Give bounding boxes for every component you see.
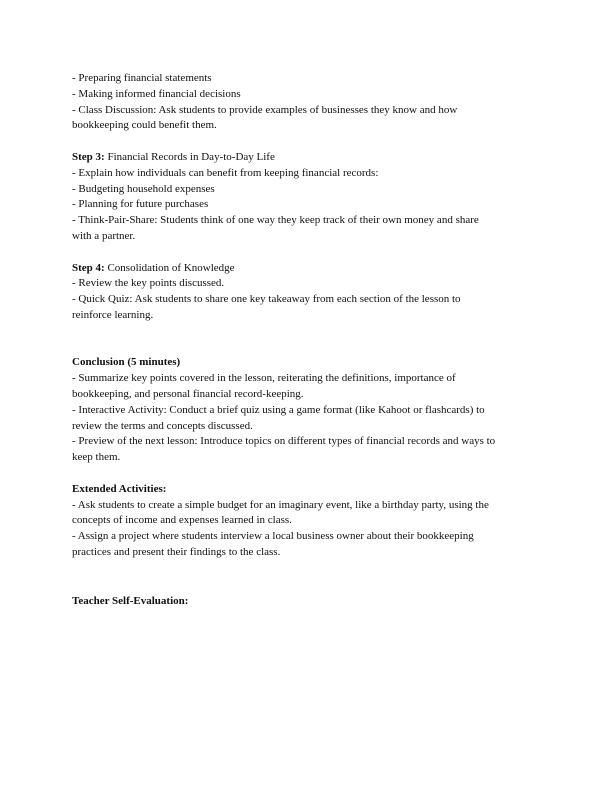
step-4-section <box>72 261 540 324</box>
list-item: - Interactive Activity: Conduct a brief quiz using a game format (like Kahoot or flashcards) to <box>72 403 485 416</box>
self-evaluation-section <box>72 594 540 610</box>
step-4-title: Consolidation of Knowledge <box>104 261 235 274</box>
list-item: - Budgeting household expenses <box>72 182 215 195</box>
conclusion-heading: Conclusion (5 minutes) <box>72 356 181 369</box>
list-item: - Assign a project where students interview a local business owner about their bookkeeping <box>72 530 474 543</box>
list-item-continuation: with a partner. <box>72 229 136 242</box>
step-3-section <box>72 150 540 245</box>
extended-activities-heading: Extended Activities: <box>72 482 167 495</box>
list-item-continuation: practices and present their findings to the class. <box>72 545 281 558</box>
step-4-label: Step 4: <box>72 261 105 274</box>
list-item: - Making informed financial decisions <box>72 87 241 100</box>
step-3-label: Step 3: <box>72 150 105 163</box>
self-evaluation-heading: Teacher Self-Evaluation: <box>72 594 189 607</box>
list-item: - Class Discussion: Ask students to provide examples of businesses they know and how <box>72 103 458 116</box>
list-item-continuation: keep them. <box>72 451 121 464</box>
intro-list <box>72 71 540 134</box>
list-item-continuation: reinforce learning. <box>72 308 154 321</box>
list-item: - Preview of the next lesson: Introduce topics on different types of financial records and ways to <box>72 435 496 448</box>
list-item: - Planning for future purchases <box>72 198 209 211</box>
step-3-heading <box>72 150 540 166</box>
list-item-continuation: bookkeeping could benefit them. <box>72 119 217 132</box>
document-page <box>72 71 540 610</box>
list-item-continuation: review the terms and concepts discussed. <box>72 419 253 432</box>
list-item: - Summarize key points covered in the lesson, reiterating the definitions, importance of <box>72 372 456 385</box>
list-item-continuation: concepts of income and expenses learned in class. <box>72 514 292 527</box>
extended-activities-section <box>72 482 540 561</box>
list-item: - Think-Pair-Share: Students think of one way they keep track of their own money and share <box>72 214 479 227</box>
list-item: - Quick Quiz: Ask students to share one key takeaway from each section of the lesson to <box>72 293 461 306</box>
step-4-heading <box>72 261 540 277</box>
list-item: - Review the key points discussed. <box>72 277 225 290</box>
step-3-title: Financial Records in Day-to-Day Life <box>104 150 275 163</box>
list-item: - Explain how individuals can benefit from keeping financial records: <box>72 166 379 179</box>
conclusion-section <box>72 355 540 466</box>
list-item: - Ask students to create a simple budget for an imaginary event, like a birthday party, using the <box>72 498 489 511</box>
list-item-continuation: bookkeeping, and personal financial record-keeping. <box>72 387 304 400</box>
list-item: - Preparing financial statements <box>72 72 212 84</box>
